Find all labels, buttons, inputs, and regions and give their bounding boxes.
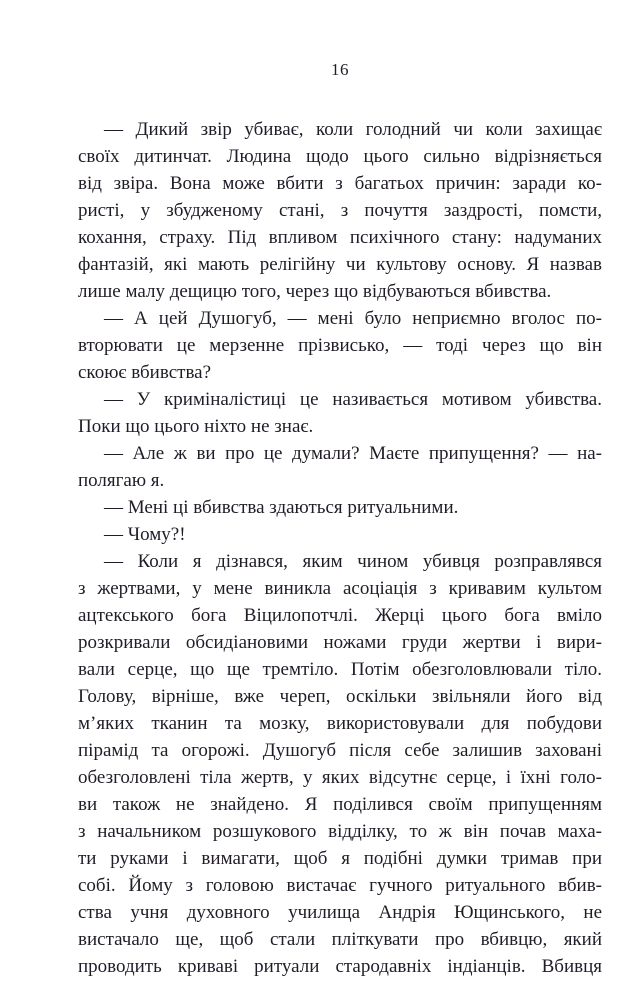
text-line: кохання, страху. Під впливом психічного стану: надуманих [78, 227, 602, 248]
text-line: собі. Йому з головою вистачає гучного ритуального вбив- [78, 875, 602, 896]
paragraph [78, 386, 602, 440]
text-line: м’яких тканин та мозку, використовували для побудови [78, 713, 602, 734]
text-line: — Чому?! [104, 524, 186, 545]
paragraph [78, 521, 602, 548]
text-line: від звіра. Вона може вбити з багатьох причин: заради ко- [78, 173, 602, 194]
text-line: ацтекського бога Віцилопотчлі. Жерці цього бога вміло [78, 605, 602, 626]
text-line: вали серце, що ще тремтіло. Потім обезголовлювали тіло. [78, 659, 602, 680]
text-line: з жертвами, у мене виникла асоціація з кривавим культом [78, 578, 602, 599]
text-line: Поки що цього ніхто не знає. [78, 416, 314, 437]
text-line: фантазій, які мають релігійну чи культову основу. Я назвав [78, 254, 602, 275]
text-line: розкривали обсидіановими ножами груди жертви і вири- [78, 632, 602, 653]
text-line: пірамід та огорожі. Душогуб після себе залишив заховані [78, 740, 602, 761]
text-line: скоює вбивства? [78, 362, 212, 383]
paragraph [78, 494, 602, 521]
text-line: ви також не знайдено. Я поділився своїм припущенням [78, 794, 602, 815]
paragraph [78, 305, 602, 386]
text-line: — Дикий звір убиває, коли голодний чи коли захищає [104, 119, 602, 140]
text-line: — Але ж ви про це думали? Маєте припущення? — на- [104, 443, 602, 464]
text-line: — А цей Душогуб, — мені було неприємно вголос по- [104, 308, 602, 329]
text-line: проводить криваві ритуали стародавніх індіанців. Вбивця [78, 956, 602, 977]
text-line: своїх дитинчат. Людина щодо цього сильно відрізняється [78, 146, 602, 167]
text-line: обезголовлені тіла жертв, у яких відсутнє серце, і їхні голо- [78, 767, 602, 788]
text-line: ти руками і вимагати, щоб я подібні думки тримав при [78, 848, 602, 869]
paragraph [78, 116, 602, 305]
text-line: ства учня духовного училища Андрія Ющинського, не [78, 902, 602, 923]
text-line: ристі, у збудженому стані, з почуття заздрості, помсти, [78, 200, 602, 221]
text-line: — Мені ці вбивства здаються ритуальними. [104, 497, 459, 518]
text-line: вистачало ще, щоб стали пліткувати про вбивцю, який [78, 929, 602, 950]
text-block [78, 116, 602, 980]
page-number: 16 [331, 60, 349, 79]
text-line: лише малу дещицю того, через що відбуваються вбивства. [78, 281, 552, 302]
text-line: — У криміналістиці це називається мотивом убивства. [104, 389, 602, 410]
paragraph [78, 440, 602, 494]
text-line: полягаю я. [78, 470, 165, 491]
text-line: вторювати це мерзенне прізвисько, — тоді через що він [78, 335, 602, 356]
text-line: — Коли я дізнався, яким чином убивця розправлявся [104, 551, 602, 572]
text-line: Голову, вірніше, вже череп, оскільки звільняли його від [78, 686, 602, 707]
text-line: з начальником розшукового відділку, то ж він почав маха- [78, 821, 602, 842]
paragraph [78, 548, 602, 980]
